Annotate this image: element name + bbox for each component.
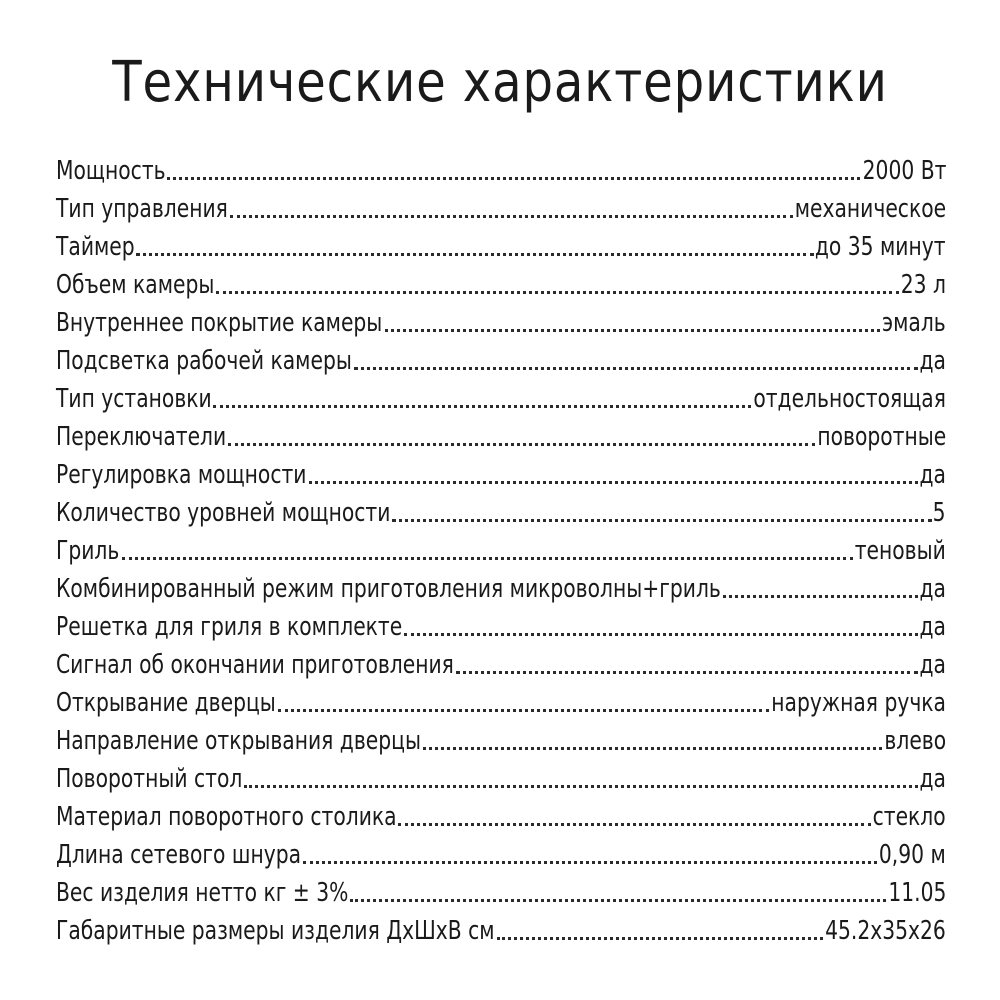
dot-leader [244, 785, 917, 788]
spec-label: Направление открывания дверцы [56, 726, 421, 756]
dot-leader [136, 253, 813, 256]
spec-label: Вес изделия нетто кг ± 3% [56, 878, 349, 908]
spec-label: Тип управления [56, 194, 228, 224]
spec-value: эмаль [882, 308, 946, 338]
dot-leader [723, 595, 917, 598]
spec-row [56, 452, 946, 490]
spec-row [56, 186, 946, 224]
spec-value: да [919, 574, 946, 604]
spec-row [56, 566, 946, 604]
dot-leader [423, 747, 882, 750]
spec-row [56, 832, 946, 870]
spec-label: Поворотный стол [56, 764, 243, 794]
spec-value: 2000 Вт [862, 156, 946, 186]
spec-row [56, 376, 946, 414]
spec-row [56, 680, 946, 718]
spec-row [56, 148, 946, 186]
spec-value: да [919, 612, 946, 642]
spec-label: Тип установки [56, 384, 212, 414]
spec-value: до 35 минут [815, 232, 946, 262]
spec-value: наружная ручка [771, 688, 946, 718]
dot-leader [216, 291, 898, 294]
spec-row [56, 756, 946, 794]
dot-leader [354, 367, 917, 370]
spec-label: Мощность [56, 156, 166, 186]
spec-value: 11.05 [887, 878, 946, 908]
spec-value: да [919, 764, 946, 794]
spec-value: поворотные [817, 422, 946, 452]
spec-row [56, 414, 946, 452]
spec-label: Количество уровней мощности [56, 498, 391, 528]
dot-leader [309, 481, 918, 484]
spec-value: 23 л [900, 270, 946, 300]
spec-value: 5 [933, 498, 946, 528]
spec-value: влево [884, 726, 946, 756]
spec-label: Длина сетевого шнура [56, 840, 302, 870]
spec-value: теновый [854, 536, 946, 566]
spec-row [56, 642, 946, 680]
spec-row [56, 338, 946, 376]
spec-value: да [919, 346, 946, 376]
spec-value: да [919, 650, 946, 680]
dot-leader [230, 215, 792, 218]
spec-label: Габаритные размеры изделия ДхШхВ см [56, 916, 495, 946]
spec-value: отдельностоящая [753, 384, 946, 414]
spec-label: Комбинированный режим приготовления микроволны+гриль [56, 574, 721, 604]
spec-label: Объем камеры [56, 270, 215, 300]
spec-row [56, 262, 946, 300]
spec-label: Подсветка рабочей камеры [56, 346, 352, 376]
spec-label: Переключатели [56, 422, 227, 452]
dot-leader [167, 177, 860, 180]
dot-leader [392, 519, 931, 522]
spec-label: Решетка для гриля в комплекте [56, 612, 403, 642]
dot-leader [303, 861, 877, 864]
spec-row [56, 908, 946, 946]
dot-leader [213, 405, 751, 408]
dot-leader [228, 443, 814, 446]
spec-label: Гриль [56, 536, 120, 566]
spec-row [56, 604, 946, 642]
spec-list [56, 148, 946, 946]
spec-row [56, 224, 946, 262]
spec-value: стекло [872, 802, 946, 832]
spec-label: Внутреннее покрытие камеры [56, 308, 383, 338]
spec-row [56, 300, 946, 338]
spec-label: Таймер [56, 232, 135, 262]
dot-leader [350, 899, 885, 902]
spec-row [56, 870, 946, 908]
spec-value: 45.2х35х26 [825, 916, 946, 946]
spec-value: 0,90 м [879, 840, 946, 870]
dot-leader [385, 329, 881, 332]
spec-label: Материал поворотного столика [56, 802, 397, 832]
spec-value: да [919, 460, 946, 490]
dot-leader [456, 671, 918, 674]
spec-row [56, 718, 946, 756]
dot-leader [122, 557, 854, 560]
dot-leader [398, 823, 871, 826]
dot-leader [404, 633, 918, 636]
dot-leader [278, 709, 770, 712]
spec-row [56, 490, 946, 528]
spec-label: Открывание дверцы [56, 688, 276, 718]
page-title: Технические характеристики [112, 50, 888, 115]
spec-row [56, 794, 946, 832]
dot-leader [497, 937, 824, 940]
spec-row [56, 528, 946, 566]
spec-label: Сигнал об окончании приготовления [56, 650, 454, 680]
spec-value: механическое [794, 194, 946, 224]
spec-label: Регулировка мощности [56, 460, 307, 490]
